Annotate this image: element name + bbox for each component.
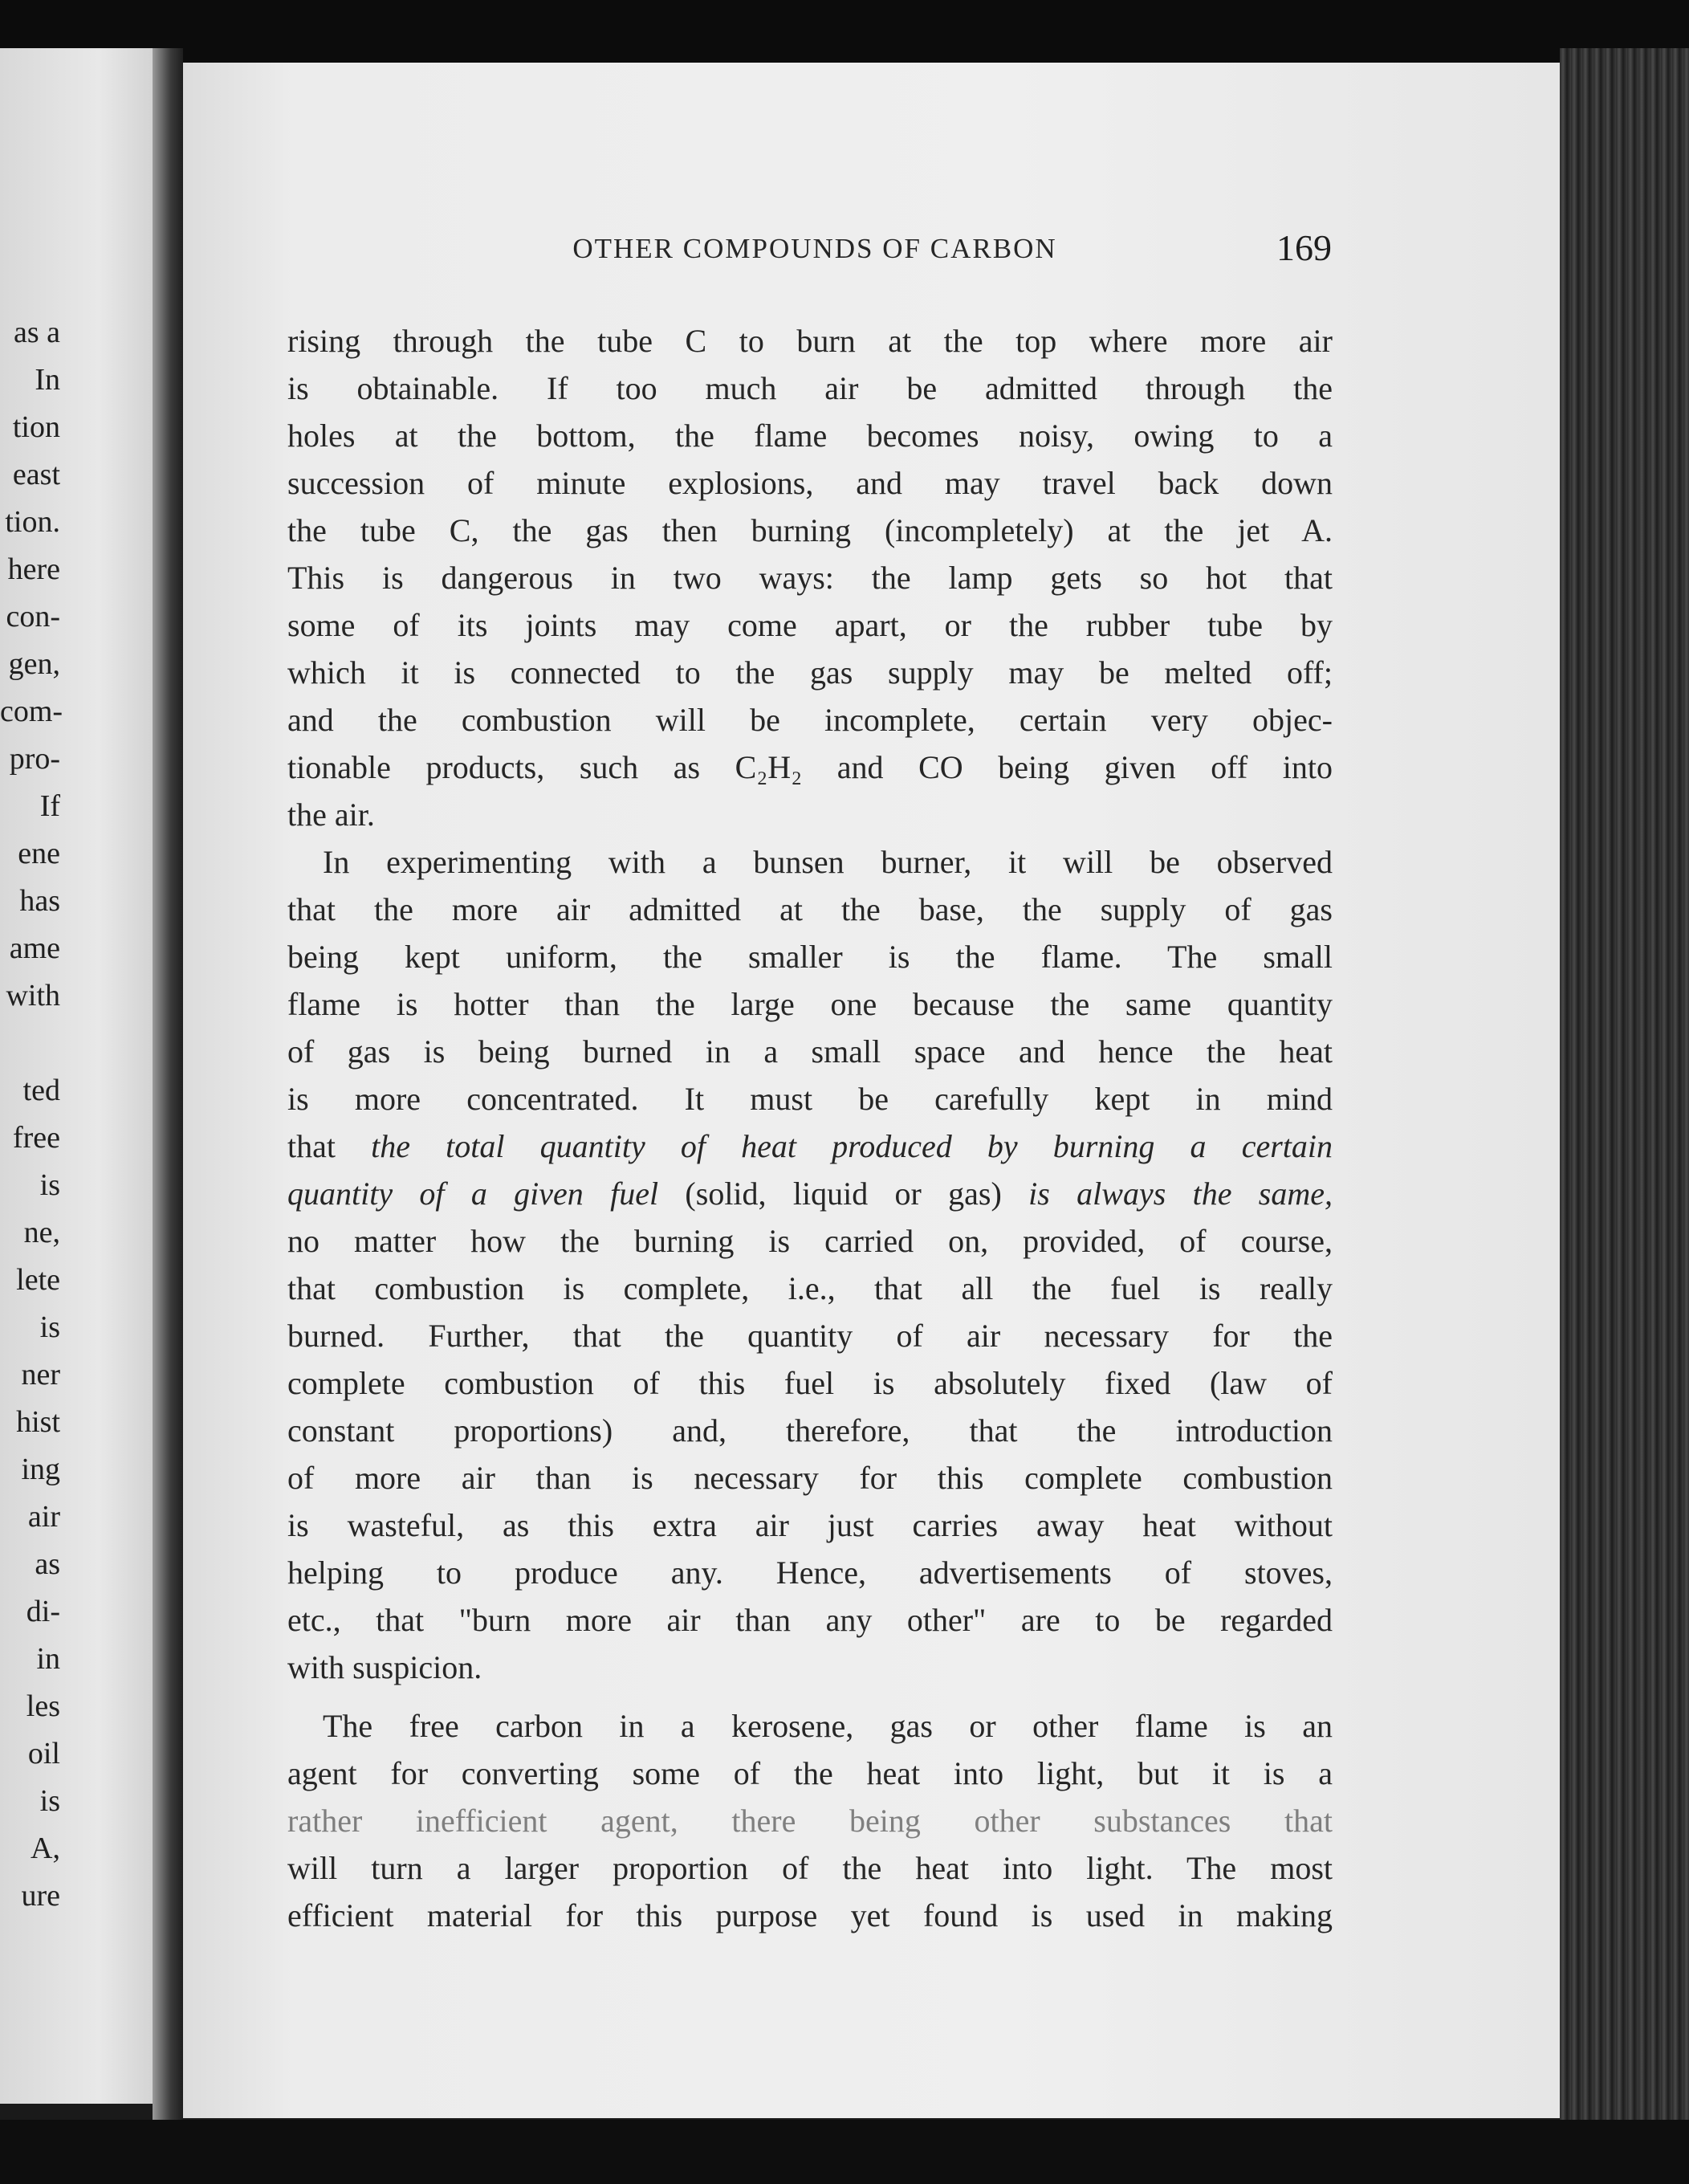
previous-page-fragment: tion. bbox=[5, 505, 60, 539]
page-number: 169 bbox=[1276, 227, 1332, 268]
previous-page-fragment: ene bbox=[18, 837, 60, 870]
text-line: In experimenting with a bunsen burner, it will be observed bbox=[323, 844, 1333, 880]
previous-page-fragment: here bbox=[7, 552, 60, 586]
text-line: no matter how the burning is carried on, provided, of course, bbox=[287, 1223, 1333, 1259]
italic-text: the total quantity of heat produced by burning a certain bbox=[371, 1128, 1333, 1164]
text-line: rather inefficient agent, there being other substances that bbox=[287, 1803, 1333, 1839]
page-stack-edge bbox=[1560, 48, 1689, 2136]
text-line: helping to produce any. Hence, advertisements of stoves, bbox=[287, 1554, 1333, 1591]
previous-page-fragment: di- bbox=[26, 1595, 60, 1628]
running-head: OTHER COMPOUNDS OF CARBON bbox=[572, 233, 1057, 264]
previous-page-fragment: con- bbox=[6, 600, 60, 634]
text-line: that combustion is complete, i.e., that all the fuel is really bbox=[287, 1270, 1333, 1306]
text-line: with suspicion. bbox=[287, 1649, 482, 1685]
text-line: which it is connected to the gas supply may be melted off; bbox=[287, 654, 1333, 691]
text-span: that bbox=[287, 1128, 372, 1164]
previous-page-fragment: has bbox=[19, 884, 60, 918]
text-line: tionable products, such as C₂H₂ and CO being given off into bbox=[287, 749, 1333, 785]
previous-page-fragment: pro- bbox=[9, 742, 60, 776]
previous-page-fragment: tion bbox=[12, 410, 60, 444]
text-line: will turn a larger proportion of the heat into light. The most bbox=[287, 1850, 1333, 1886]
text-line: agent for converting some of the heat into light, but it is a bbox=[287, 1755, 1333, 1791]
text-line: efficient material for this purpose yet found is used in making bbox=[287, 1897, 1333, 1933]
text-line: some of its joints may come apart, or the rubber tube by bbox=[287, 607, 1333, 643]
text-line: is obtainable. If too much air be admitted through the bbox=[287, 370, 1333, 406]
previous-page-fragment: as a bbox=[13, 316, 60, 349]
body-text bbox=[287, 317, 1333, 1939]
italic-text: is always the same, bbox=[1028, 1176, 1333, 1212]
text-line: complete combustion of this fuel is absolutely fixed (law of bbox=[287, 1365, 1333, 1401]
previous-page-fragment: in bbox=[36, 1642, 60, 1676]
text-line: the air. bbox=[287, 797, 375, 833]
text-line: rising through the tube C to burn at the top where more air bbox=[287, 323, 1333, 359]
scan-bottom-border bbox=[0, 2120, 1689, 2184]
text-line: is more concentrated. It must be carefully kept in mind bbox=[287, 1081, 1333, 1117]
text-line: The free carbon in a kerosene, gas or other flame is an bbox=[323, 1708, 1333, 1744]
previous-page-fragment: is bbox=[39, 1168, 60, 1202]
text-line: that the more air admitted at the base, the supply of gas bbox=[287, 891, 1333, 927]
text-line: flame is hotter than the large one because the same quantity bbox=[287, 986, 1333, 1022]
previous-page-fragment: as bbox=[35, 1547, 60, 1581]
text-line: succession of minute explosions, and may travel back down bbox=[287, 465, 1333, 501]
previous-page-text-fragments bbox=[0, 309, 63, 1920]
previous-page-fragment: air bbox=[27, 1500, 60, 1534]
book-gutter bbox=[153, 48, 183, 2120]
text-line: holes at the bottom, the flame becomes noisy, owing to a bbox=[287, 418, 1333, 454]
text-line-mixed bbox=[287, 1170, 1333, 1217]
previous-page-fragment: A, bbox=[31, 1832, 60, 1865]
previous-page-fragment: ing bbox=[21, 1453, 60, 1486]
previous-page-fragment: with bbox=[6, 979, 60, 1013]
text-line: burned. Further, that the quantity of air necessary for the bbox=[287, 1318, 1333, 1354]
previous-page-fragment bbox=[0, 1020, 60, 1067]
previous-page-fragment: free bbox=[12, 1121, 60, 1155]
previous-page-fragment: ame bbox=[9, 931, 60, 965]
italic-text: quantity of a given fuel bbox=[287, 1176, 659, 1212]
previous-page-fragment: ne, bbox=[23, 1216, 60, 1249]
previous-page-fragment: ted bbox=[22, 1074, 60, 1107]
previous-page-fragment: lete bbox=[16, 1263, 60, 1297]
previous-page-fragment: In bbox=[35, 363, 60, 397]
previous-page-fragment: oil bbox=[27, 1737, 60, 1770]
previous-page-fragment: ner bbox=[21, 1358, 60, 1391]
previous-page-fragment: les bbox=[26, 1689, 60, 1723]
text-line: etc., that "burn more air than any other" are to be regarded bbox=[287, 1602, 1333, 1638]
previous-page-fragment: is bbox=[39, 1784, 60, 1818]
text-line: of more air than is necessary for this complete combustion bbox=[287, 1460, 1333, 1496]
text-line-mixed bbox=[287, 1123, 1333, 1170]
previous-page-fragment: east bbox=[12, 458, 60, 491]
text-line: This is dangerous in two ways: the lamp gets so hot that bbox=[287, 560, 1333, 596]
previous-page-fragment: hist bbox=[16, 1405, 60, 1439]
text-line: of gas is being burned in a small space and hence the heat bbox=[287, 1033, 1333, 1070]
text-line: constant proportions) and, therefore, that the introduction bbox=[287, 1412, 1333, 1449]
text-line: is wasteful, as this extra air just carries away heat without bbox=[287, 1507, 1333, 1543]
previous-page-fragment: ure bbox=[21, 1879, 60, 1913]
text-span: (solid, liquid or gas) bbox=[658, 1176, 1029, 1212]
previous-page-fragment: gen, bbox=[8, 647, 60, 681]
previous-page-fragment: If bbox=[39, 789, 60, 823]
previous-page-fragment: is bbox=[39, 1310, 60, 1344]
text-line: the tube C, the gas then burning (incompletely) at the jet A. bbox=[287, 512, 1333, 548]
text-line: and the combustion will be incomplete, certain very objec- bbox=[287, 702, 1333, 738]
text-line: being kept uniform, the smaller is the flame. The small bbox=[287, 939, 1333, 975]
previous-page-fragment: com- bbox=[0, 695, 63, 728]
